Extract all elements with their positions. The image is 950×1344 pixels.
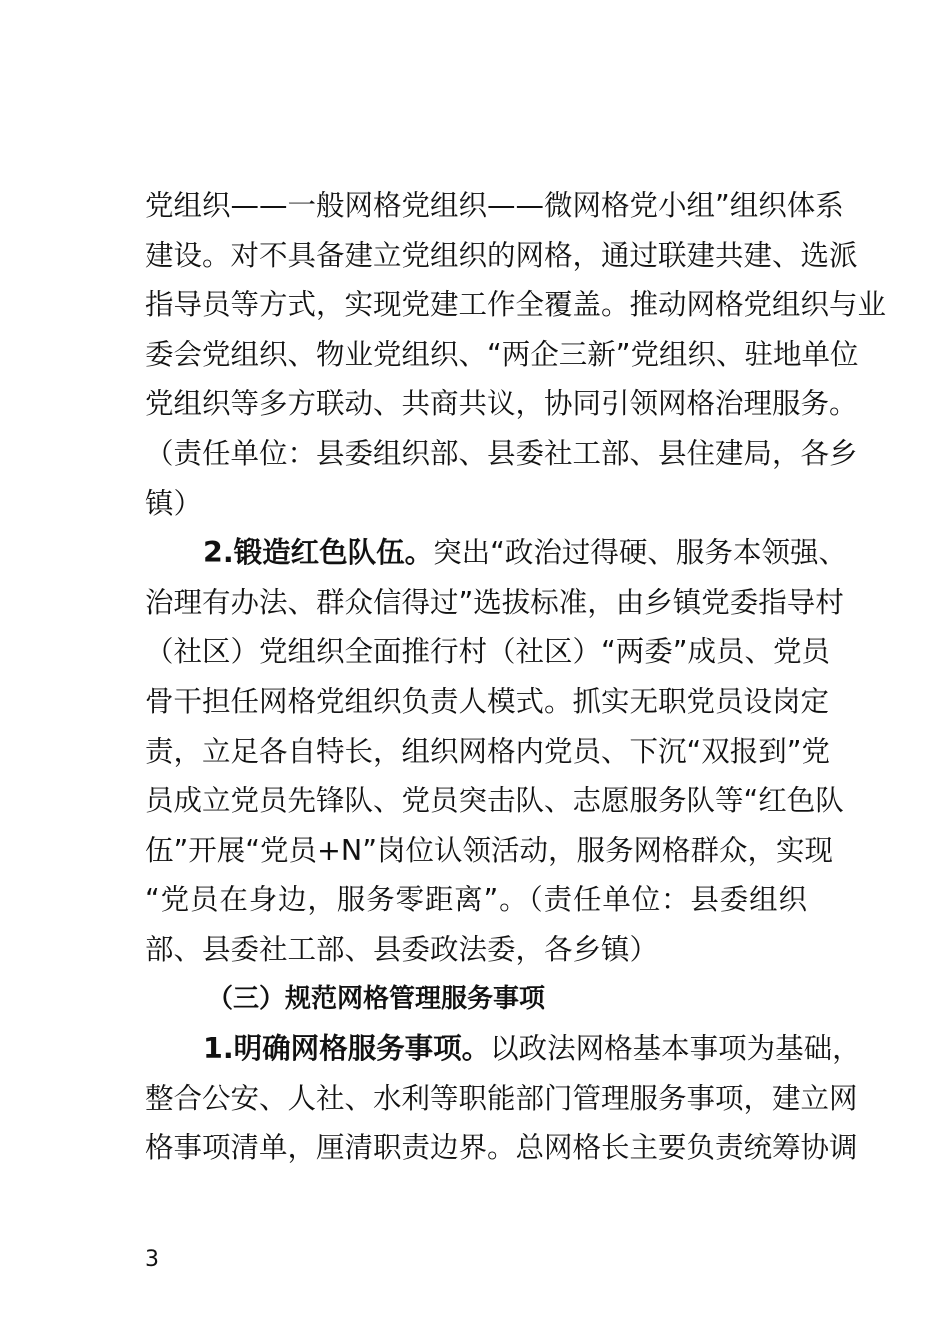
text-line: 伍”开展“党员+N”岗位认领活动，服务网格群众，实现	[145, 833, 833, 867]
text-line: 指导员等方式，实现党建工作全覆盖。推动网格党组织与业	[145, 288, 887, 322]
paragraph-lead-line	[145, 1024, 861, 1074]
text-span: 突出“政治过得硬、服务本领强、	[433, 536, 847, 570]
text-line: 党组织——一般网格党组织——微网格党小组”组织体系	[145, 189, 844, 222]
text-line: （责任单位：县委组织部、县委社工部、县住建局，各乡	[145, 436, 858, 470]
text-line: 责，立足各自特长，组织网格内党员、下沉“双报到”党	[145, 734, 831, 768]
document-body	[145, 181, 887, 1173]
text-line: 格事项清单，厘清职责边界。总网格长主要负责统筹协调	[145, 1131, 858, 1165]
text-line: 员成立党员先锋队、党员突击队、志愿服务队等“红色队	[145, 784, 844, 818]
text-line: 整合公安、人社、水利等职能部门管理服务事项，建立网	[145, 1081, 858, 1115]
section-title-forge-red-team: 2.锻造红色队伍。	[203, 536, 434, 570]
text-span: 以政法网格基本事项为基础，	[490, 1032, 861, 1066]
page-number: 3	[145, 1247, 159, 1272]
text-line: 党组织等多方联动、共商共议，协同引领网格治理服务。	[145, 387, 858, 421]
section-title-grid-service-items: 1.明确网格服务事项。	[203, 1032, 491, 1066]
text-line: “党员在身边，服务零距离”。（责任单位：县委组织	[145, 883, 807, 917]
text-line: （社区）党组织全面推行村（社区）“两委”成员、党员	[145, 635, 831, 669]
paragraph-lead-line	[145, 528, 847, 578]
section-heading: （三）规范网格管理服务事项	[207, 983, 546, 1014]
text-line: 委会党组织、物业党组织、“两企三新”党组织、驻地单位	[145, 337, 859, 371]
text-line: 治理有办法、群众信得过”选拔标准，由乡镇党委指导村	[145, 585, 844, 619]
text-line: 骨干担任网格党组织负责人模式。抓实无职党员设岗定	[145, 684, 830, 718]
text-line: 镇）	[145, 486, 203, 520]
text-line: 部、县委社工部、县委政法委，各乡镇）	[145, 932, 659, 966]
text-line: 建设。对不具备建立党组织的网格，通过联建共建、选派	[145, 238, 858, 272]
